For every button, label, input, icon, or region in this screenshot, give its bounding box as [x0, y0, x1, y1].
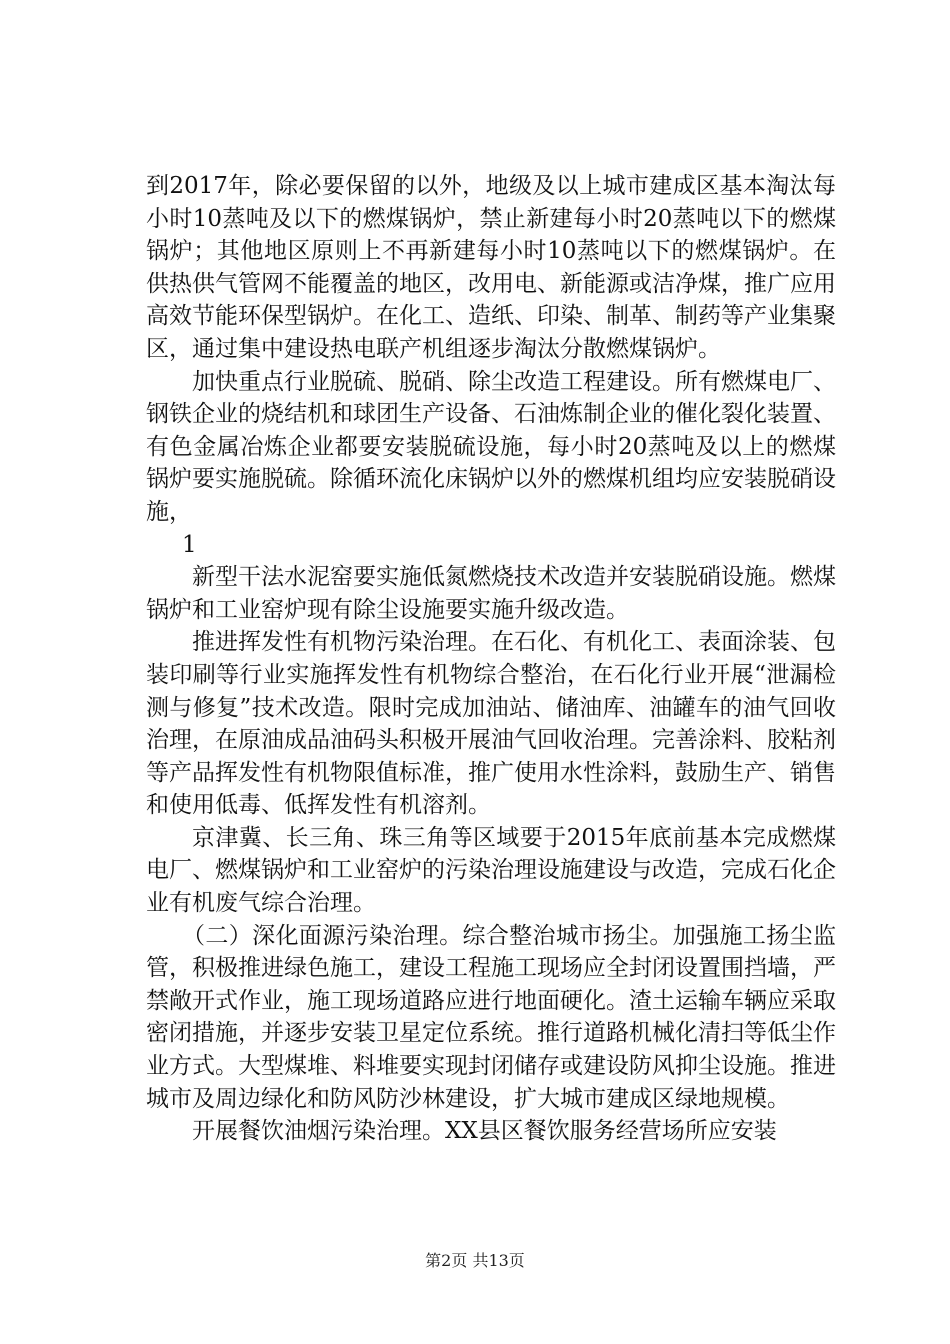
paragraph-area-source: （二）深化面源污染治理。综合整治城市扬尘。加强施工扬尘监管，积极推进绿色施工，建设工程施工现场应全封闭设置围挡墙，严禁敞开式作业，施工现场道路应进行地面硬化。渣土运输车辆应采取密闭措施，并逐步安装卫星定位系统。推行道路机械化清扫等低尘作业方式。大型煤堆、料堆要实现封闭储存或建设防风抑尘设施。推进城市及周边绿化和防风防沙林建设，扩大城市建成区绿地规模。 [146, 922, 836, 1112]
document-body [146, 170, 836, 1148]
page-footer: 第2页 共13页 [425, 1251, 525, 1270]
paragraph-catering-fumes: 开展餐饮油烟污染治理。XX县区餐饮服务经营场所应安装 [192, 1118, 777, 1145]
paragraph-desulfurization: 加快重点行业脱硫、脱硝、除尘改造工程建设。所有燃煤电厂、钢铁企业的烧结机和球团生产设备、石油炼制企业的催化裂化装置、有色金属冶炼企业都要安装脱硫设施，每小时20蒸吨及以上的燃煤锅炉要实施脱硫。除循环流化床锅炉以外的燃煤机组均应安装脱硝设施， [146, 368, 836, 525]
paragraph-vocs: 推进挥发性有机物污染治理。在石化、有机化工、表面涂装、包装印刷等行业实施挥发性有机物综合整治，在石化行业开展“泄漏检测与修复”技术改造。限时完成加油站、储油库、油罐车的油气回收治理，在原油成品油码头积极开展油气回收治理。完善涂料、胶粘剂等产品挥发性有机物限值标准，推广使用水性涂料，鼓励生产、销售和使用低毒、低挥发性有机溶剂。 [146, 629, 836, 819]
inline-page-number: 1 [182, 531, 197, 558]
paragraph-boiler-phaseout: 到2017年，除必要保留的以外，地级及以上城市建成区基本淘汰每小时10蒸吨及以下的燃煤锅炉，禁止新建每小时20蒸吨以下的燃煤锅炉；其他地区原则上不再新建每小时10蒸吨以下的燃煤锅炉。在供热供气管网不能覆盖的地区，改用电、新能源或洁净煤，推广应用高效节能环保型锅炉。在化工、造纸、印染、制革、制药等产业集聚区，通过集中建设热电联产机组逐步淘汰分散燃煤锅炉。 [146, 173, 836, 362]
paragraph-key-regions: 京津冀、长三角、珠三角等区域要于2015年底前基本完成燃煤电厂、燃煤锅炉和工业窑炉的污染治理设施建设与改造，完成石化企业有机废气综合治理。 [146, 824, 836, 917]
paragraph-cement-kiln: 新型干法水泥窑要实施低氮燃烧技术改造并安装脱硝设施。燃煤锅炉和工业窑炉现有除尘设施要实施升级改造。 [146, 564, 836, 623]
